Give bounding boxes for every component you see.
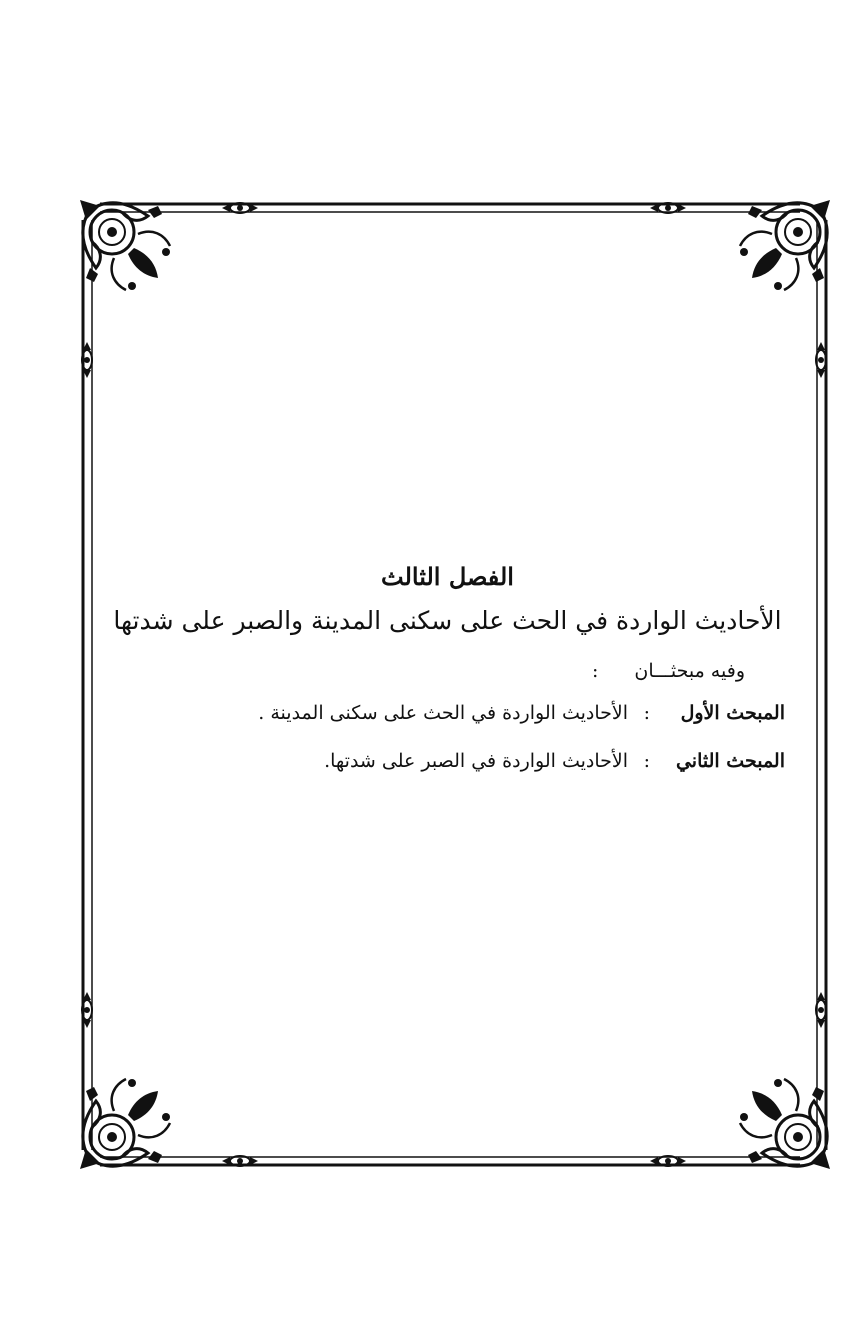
chapter-title: الفصل الثالث (381, 562, 514, 591)
corner-ornament-bottom-right (740, 1079, 830, 1169)
section-item (110, 691, 785, 735)
section-label: المبحث الأول (680, 702, 785, 724)
section-colon: : (643, 750, 650, 772)
intro-text: وفيه مبحثـــان (634, 660, 745, 682)
section-colon: : (643, 702, 650, 724)
section-item (110, 739, 785, 783)
corner-ornament-top-left (80, 200, 170, 290)
chapter-intro (110, 655, 745, 687)
chapter-content (110, 555, 785, 783)
corner-ornament-top-right (740, 200, 830, 290)
intro-colon: : (591, 660, 599, 682)
section-label: المبحث الثاني (675, 750, 785, 772)
chapter-subtitle: الأحاديث الواردة في الحث على سكنى المدينة والصبر على شدتها (113, 606, 782, 635)
section-text: الأحاديث الواردة في الحث على سكنى المدينة . (258, 702, 628, 724)
corner-ornament-bottom-left (80, 1079, 170, 1169)
section-text: الأحاديث الواردة في الصبر على شدتها. (324, 750, 628, 772)
